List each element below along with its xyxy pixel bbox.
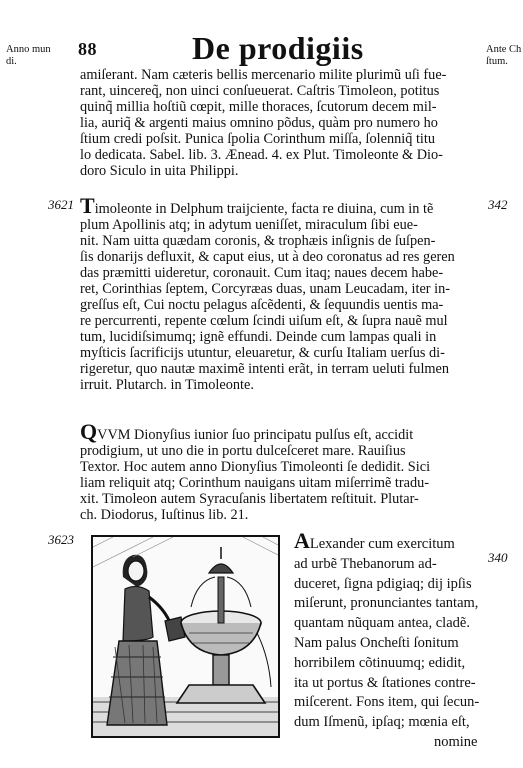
text-line: irruit. Plutarch. in Timoleonte. — [80, 377, 254, 393]
text-line: nomine — [434, 733, 478, 750]
margin-note-line: Anno mun — [6, 44, 51, 55]
text-line: myſticis ſacrificijs utuntur, eleuaretur, & curſu Italiam uerſus di- — [80, 345, 445, 361]
text-line: doro Siculo in uita Philippi. — [80, 163, 239, 179]
text-line-rest: imoleonte in Delphum traijciente, facta re diuina, cum in tẽ — [94, 201, 434, 217]
text-line: ret, Corinthias ſeptem, Corcyræas duas, unam Leucadam, iter in- — [80, 281, 451, 297]
text-line: ad urbẽ Thebanorum ad- — [294, 555, 437, 572]
text-line: re percurrenti, repente cœlum ſcindi uiſum eſt, & ſupra nauẽ mul — [80, 313, 448, 329]
text-line: tum, lucidiſsimumq; ignẽ effundi. Deinde cum lampas quali in — [80, 329, 437, 345]
text-line: quantam nũquam antea, cladẽ. — [294, 615, 470, 632]
text-line-rest: Lexander cum exercitum — [309, 536, 455, 552]
text-line: liam reliquit atq; Corinthum nauigans uitam miſerrimẽ tradu- — [80, 475, 430, 491]
margin-year-bc: 342 — [488, 197, 508, 212]
margin-note-line: ſtum. — [486, 56, 508, 67]
text-line: ch. Diodorus, Iuſtinus lib. 21. — [80, 507, 249, 523]
woodcut-fountain-figure — [93, 537, 278, 736]
text-line: miſcerent. Fons item, qui ſecun- — [294, 694, 480, 711]
drop-cap: Q — [80, 419, 98, 444]
text-line: rigeretur, quo nautæ maximẽ intenti erãt, in terram ueluti fulmen — [80, 361, 450, 377]
running-title: De prodigiis — [192, 30, 364, 66]
margin-note-ante-christum — [486, 44, 521, 68]
text-line: plum Apollinis atq; in adytum ueniſſet, miraculum ſibi eue- — [80, 217, 418, 233]
margin-note-anno-mundi — [6, 44, 51, 68]
text-line: lo dedicata. Sabel. lib. 3. Ænead. 4. ex Plut. Timoleonte & Dio- — [80, 147, 443, 163]
paragraph-alexander — [294, 528, 480, 753]
text-line: Nam palus Oncheſti ſonitum — [294, 634, 459, 651]
margin-year-bc: 340 — [488, 550, 508, 565]
paragraph-timoleon — [80, 193, 455, 393]
text-line: ſtium credi poſsit. Punica ſpolia Corinthum miſſa, ſolenniq̃ titu — [80, 131, 436, 147]
text-line: lia, auriq̃ & argenti maius omnino põdus, quàm pro numero ho — [80, 115, 438, 131]
text-line-first — [80, 419, 430, 444]
text-line: nit. Nam uitta quædam coronis, & trophæis inſignis de ſuſpen- — [80, 233, 436, 249]
text-line: ita ut portus & ſtationes contre- — [294, 674, 476, 691]
text-line-first — [80, 193, 455, 218]
paragraph-continued — [80, 67, 446, 179]
text-line: horribilem cõtinuumq; edidit, — [294, 654, 466, 671]
woodcut-illustration — [91, 535, 280, 738]
text-line: miſerunt, pronunciantes tantam, — [294, 595, 479, 612]
text-line: dum Iſmenũ, ipſaq; mœnia eſt, — [294, 714, 470, 731]
text-line: amiſerant. Nam cæteris bellis mercenario milite plurimũ uſi fue- — [80, 67, 447, 83]
text-line-rest: VVM Dionyſius iunior ſuo principatu pulſus eſt, accidit — [97, 427, 414, 443]
text-line: das præmitti uideretur, coronauit. Cum itaq; naues decem habe- — [80, 265, 444, 281]
text-line: Textor. Hoc autem anno Dionyſius Timoleonti ſe dedidit. Sici — [80, 459, 431, 475]
text-line: prodigium, ut uno die in portu dulceſceret mare. Rauiſius — [80, 443, 406, 459]
page-number: 88 — [78, 39, 97, 59]
text-line: greſſus eſt, Cui noctu pelagus aſcẽdenti, & ſequundis uentis ma- — [80, 297, 444, 313]
drop-cap: A — [294, 528, 310, 553]
drop-cap: T — [80, 193, 95, 218]
margin-note-line: Ante Ch — [486, 44, 522, 55]
text-line: rant, uincereq̃, non uinci conſueuerat. Caſtris Timoleon, potitus — [80, 83, 440, 99]
text-line: ſis donarijs defluxit, & caput eius, ut à deo coronatus ad res geren — [80, 249, 455, 265]
text-line-first — [294, 528, 479, 555]
margin-year: 3621 — [48, 197, 74, 212]
text-line: duceret, ſigna pdigiaq; dij ipſis — [294, 575, 472, 592]
text-line: xit. Timoleon autem Syracuſanis libertatem reſtituit. Plutar- — [80, 491, 419, 507]
text-line: quinq̃ millia hoſtiũ cœpit, mille thoraces, ſcutorum decem mil- — [80, 99, 437, 115]
margin-note-line: di. — [6, 56, 17, 67]
margin-year: 3623 — [48, 532, 74, 547]
paragraph-dionysius — [80, 419, 431, 523]
